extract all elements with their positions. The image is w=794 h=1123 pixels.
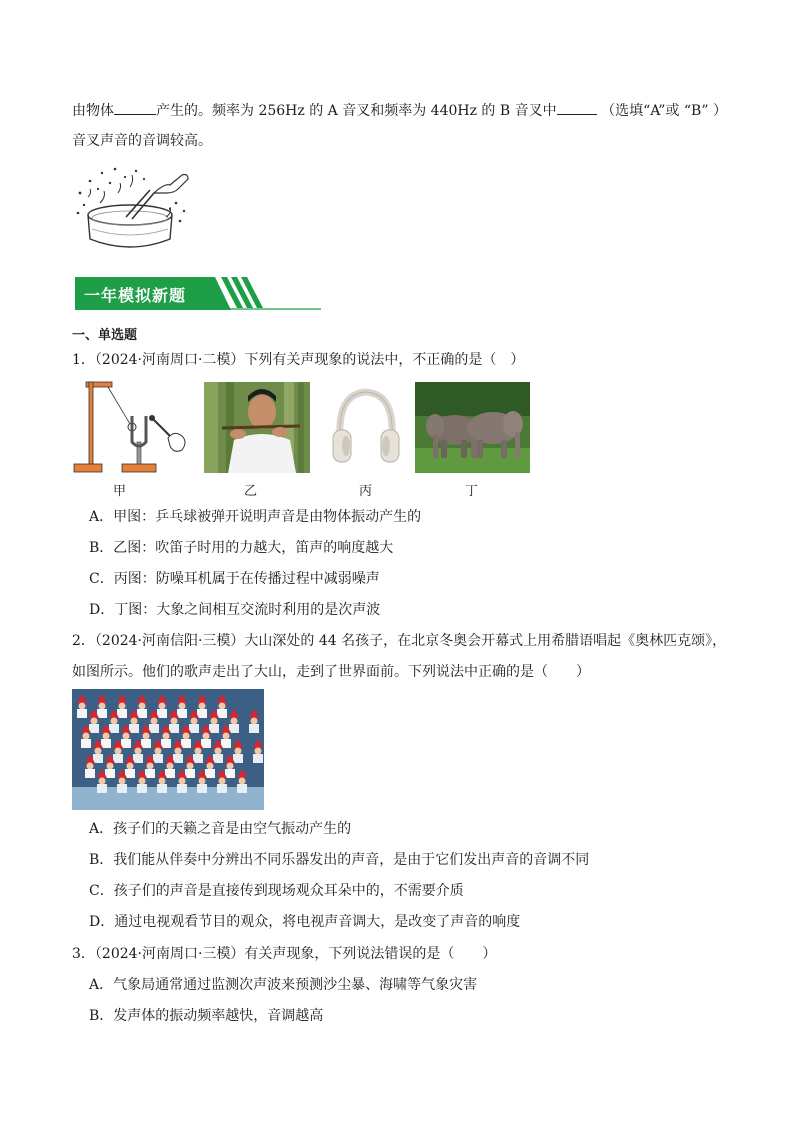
choir-child-face — [191, 718, 198, 725]
choir-child-body — [197, 784, 207, 793]
intro-line-1: 由物体 产生的。频率为 256Hz 的 A 音叉和频率为 440Hz 的 B 音叉中 （选填“A”或 “B” ） — [72, 100, 727, 121]
choir-child-face — [231, 718, 238, 725]
choir-child-face — [83, 733, 90, 740]
noise-canceling-headphones-photo — [330, 382, 402, 473]
question-2-option-d[interactable]: D．通过电视观看节目的观众，将电视声音调大，是改变了声音的响度 — [89, 914, 521, 930]
choir-child-face — [99, 778, 106, 785]
choir-child-body — [117, 784, 127, 793]
choir-child-body — [109, 724, 119, 733]
choir-child-body — [137, 709, 147, 718]
choir-child-body — [113, 754, 123, 763]
choir-child-body — [121, 739, 131, 748]
choir-child-body — [181, 739, 191, 748]
choir-child-face — [171, 718, 178, 725]
pendulum-tuning-fork-figure — [72, 380, 192, 476]
choir-child-body — [237, 784, 247, 793]
choir-child-face — [187, 763, 194, 770]
choir-child-body — [133, 754, 143, 763]
choir-child-body — [221, 739, 231, 748]
figure-caption-bing: 丙 — [359, 484, 373, 499]
choir-child-face — [159, 778, 166, 785]
question-2-option-a[interactable]: A．孩子们的天籁之音是由空气振动产生的 — [89, 821, 352, 837]
choir-child-face — [163, 733, 170, 740]
choir-child-body — [101, 739, 111, 748]
choir-child-face — [147, 763, 154, 770]
choir-child-body — [137, 784, 147, 793]
choir-child-face — [207, 763, 214, 770]
choir-child-face — [131, 718, 138, 725]
choir-child-body — [217, 784, 227, 793]
choir-child-face — [115, 748, 122, 755]
choir-child-face — [175, 748, 182, 755]
choir-child-body — [233, 754, 243, 763]
choir-child-face — [255, 748, 262, 755]
choir-child-body — [157, 784, 167, 793]
choir-child-body — [249, 724, 259, 733]
choir-child-body — [149, 724, 159, 733]
choir-child-face — [183, 733, 190, 740]
choir-child-face — [179, 703, 186, 710]
choir-child-body — [225, 769, 235, 778]
choir-child-body — [177, 709, 187, 718]
choir-child-body — [145, 769, 155, 778]
choir-child-face — [223, 733, 230, 740]
choir-child-face — [87, 763, 94, 770]
choir-child-body — [97, 709, 107, 718]
children-choir-photo — [72, 689, 264, 810]
flute-player-photo — [204, 382, 310, 473]
choir-child-body — [81, 739, 91, 748]
section-title: 一、单选题 — [72, 328, 138, 343]
choir-child-face — [119, 703, 126, 710]
figure-caption-ding: 丁 — [465, 484, 479, 499]
choir-child-face — [195, 748, 202, 755]
question-1-option-a[interactable]: A．甲图：乒乓球被弹开说明声音是由物体振动产生的 — [89, 509, 422, 525]
choir-child-body — [157, 709, 167, 718]
choir-child-body — [185, 769, 195, 778]
choir-child-face — [139, 778, 146, 785]
choir-child-face — [215, 748, 222, 755]
choir-child-face — [199, 703, 206, 710]
choir-child-body — [93, 754, 103, 763]
choir-child-body — [85, 769, 95, 778]
figure-caption-yi: 乙 — [244, 484, 258, 499]
choir-child-face — [219, 703, 226, 710]
choir-child-face — [167, 763, 174, 770]
choir-child-face — [159, 703, 166, 710]
choir-child-face — [251, 718, 258, 725]
choir-child-body — [125, 769, 135, 778]
choir-child-face — [179, 778, 186, 785]
answer-blank-2[interactable] — [557, 100, 597, 115]
question-2-option-b[interactable]: B．我们能从伴奏中分辨出不同乐器发出的声音，是由于它们发出声音的音调不同 — [89, 852, 590, 868]
choir-child-body — [197, 709, 207, 718]
choir-child-body — [173, 754, 183, 763]
choir-child-face — [139, 703, 146, 710]
choir-child-body — [161, 739, 171, 748]
elephants-photo — [415, 382, 530, 473]
choir-child-face — [91, 718, 98, 725]
question-3-option-b[interactable]: B．发声体的振动频率越快，音调越高 — [89, 1008, 324, 1024]
choir-child-body — [209, 724, 219, 733]
choir-child-body — [153, 754, 163, 763]
choir-child-face — [99, 703, 106, 710]
choir-child-face — [119, 778, 126, 785]
banner-title: 一年模拟新题 — [84, 286, 187, 305]
intro-line-2: 音叉声音的音调较高。 — [72, 133, 212, 149]
choir-child-body — [177, 784, 187, 793]
choir-child-body — [189, 724, 199, 733]
choir-child-face — [151, 718, 158, 725]
choir-child-face — [199, 778, 206, 785]
choir-child-body — [129, 724, 139, 733]
choir-child-face — [211, 718, 218, 725]
choir-child-face — [203, 733, 210, 740]
choir-child-face — [127, 763, 134, 770]
choir-child-body — [169, 724, 179, 733]
question-1-option-b[interactable]: B．乙图：吹笛子时用的力越大，笛声的响度越大 — [89, 540, 394, 556]
choir-child-face — [103, 733, 110, 740]
choir-child-body — [117, 709, 127, 718]
choir-child-face — [123, 733, 130, 740]
choir-child-face — [143, 733, 150, 740]
choir-child-body — [165, 769, 175, 778]
choir-child-body — [217, 709, 227, 718]
choir-child-face — [235, 748, 242, 755]
choir-child-face — [135, 748, 142, 755]
choir-child-face — [155, 748, 162, 755]
choir-child-face — [227, 763, 234, 770]
choir-child-body — [201, 739, 211, 748]
choir-child-face — [239, 778, 246, 785]
choir-child-face — [107, 763, 114, 770]
choir-child-body — [141, 739, 151, 748]
choir-child-face — [79, 703, 86, 710]
choir-child-face — [111, 718, 118, 725]
choir-child-body — [253, 754, 263, 763]
choir-child-body — [77, 709, 87, 718]
choir-child-body — [193, 754, 203, 763]
choir-child-body — [89, 724, 99, 733]
question-3-stem: 3．（2024·河南周口·三模）有关声现象，下列说法错误的是（ ） — [72, 946, 497, 962]
choir-child-body — [97, 784, 107, 793]
choir-child-face — [95, 748, 102, 755]
figure-caption-jia: 甲 — [113, 484, 127, 499]
choir-child-body — [105, 769, 115, 778]
question-3-option-a[interactable]: A．气象局通常通过监测次声波来预测沙尘暴、海啸等气象灾害 — [89, 977, 478, 993]
answer-blank-1[interactable] — [114, 100, 156, 115]
question-2-option-c[interactable]: C．孩子们的声音是直接传到现场观众耳朵中的，不需要介质 — [89, 883, 464, 899]
choir-child-body — [205, 769, 215, 778]
question-1-option-c[interactable]: C．丙图：防噪耳机属于在传播过程中减弱噪声 — [89, 571, 380, 587]
choir-child-face — [219, 778, 226, 785]
choir-child-body — [229, 724, 239, 733]
question-1-option-d[interactable]: D．丁图：大象之间相互交流时利用的是次声波 — [89, 602, 381, 618]
question-1-stem: 1．（2024·河南周口·二模）下列有关声现象的说法中，不正确的是（ ） — [72, 352, 525, 368]
question-2-stem-line-1: 2．（2024·河南信阳·三模）大山深处的 44 名孩子，在北京冬奥会开幕式上用希腊语唱起《奥林匹克颂》， — [72, 633, 727, 649]
choir-child-body — [213, 754, 223, 763]
tuning-fork-water-illustration — [70, 163, 195, 253]
question-2-stem-line-2: 如图所示。他们的歌声走出了大山，走到了世界面前。下列说法中正确的是（ ） — [72, 664, 590, 680]
